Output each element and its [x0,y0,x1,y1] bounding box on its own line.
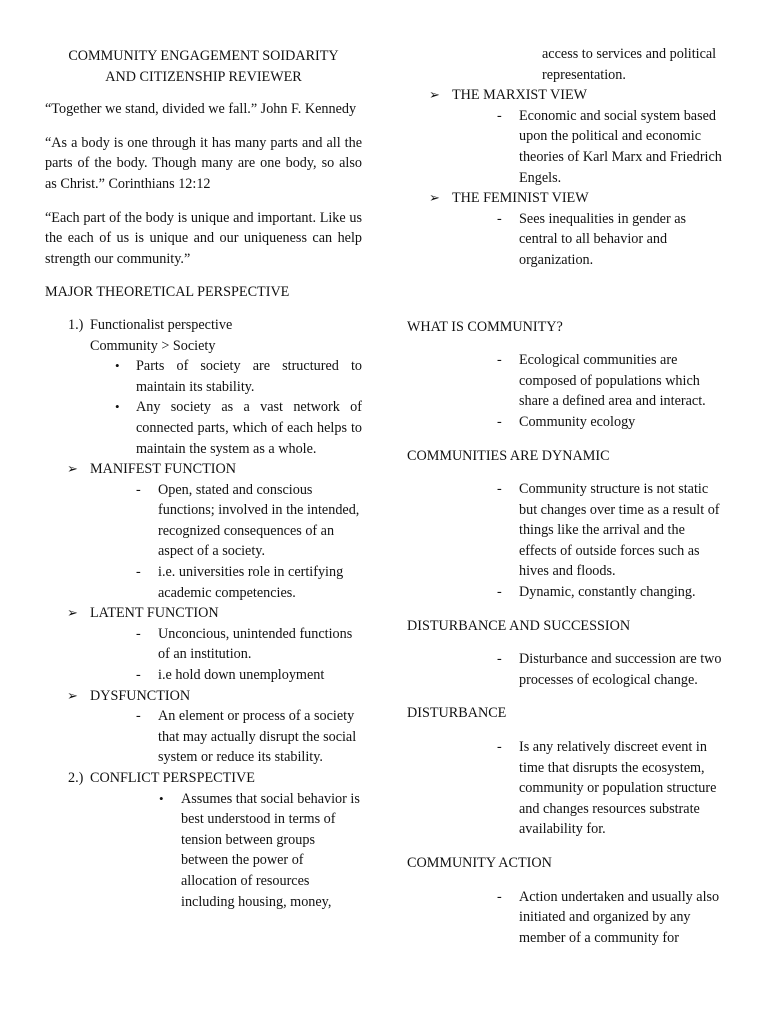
what-is-community-heading: WHAT IS COMMUNITY? [407,318,563,335]
document-title [45,46,362,87]
dash-marker: - [497,888,502,905]
list-item: - Sees inequalities in gender as central to all behavior and organization. [497,210,687,268]
list-item: - Action undertaken and usually also initiated and organized by any member of a community for [497,888,720,946]
list-item: - Community ecology [407,412,723,433]
dysfunction-heading: ➢ DYSFUNCTION [45,686,362,707]
major-perspective-heading: MAJOR THEORETICAL PERSPECTIVE [45,284,290,301]
dash-marker: - [497,107,502,124]
quote-kennedy: “Together we stand, divided we fall.” John F. Kennedy [45,101,357,118]
list-item: • Parts of society are structured to maintain its stability. [115,358,362,395]
dash-marker: - [136,667,141,684]
right-column [407,0,723,948]
functionalist-item [45,315,362,336]
list-item: - i.e. universities role in certifying academic competencies. [136,564,344,601]
dash-marker: - [497,739,502,756]
latent-function-heading: ➢ LATENT FUNCTION [45,603,362,624]
dash-marker: - [136,564,141,581]
arrow-marker: ➢ [67,687,78,703]
community-action-heading: COMMUNITY ACTION [407,855,552,871]
list-item: - Dynamic, constantly changing. [407,582,723,603]
arrow-marker: ➢ [429,87,440,103]
bullet-marker: • [115,358,120,374]
item-number: 1.) [68,316,84,333]
title-line-1: COMMUNITY ENGAGEMENT SOIDARITY [68,48,339,64]
list-item: • Any society as a vast network of connected parts, which of each helps to maintain the system as a whole. [115,399,362,457]
dash-marker: - [497,210,502,227]
dash-marker: - [136,481,141,498]
conflict-item [45,768,362,789]
bullet-marker: • [159,790,164,806]
arrow-marker: ➢ [67,461,78,477]
marxist-view-heading: ➢ THE MARXIST VIEW [407,85,723,106]
dash-marker: - [497,651,502,668]
quote-uniqueness: “Each part of the body is unique and important. Like us the each of us is unique and our uniqueness can help strength our community.” [45,209,362,267]
list-item: • Assumes that social behavior is best understood in terms of tension between groups between the power of allocation of resources including housing, money, [159,790,360,910]
list-item: - Open, stated and conscious functions; involved in the intended, recognized consequences of an aspect of a society. [136,481,360,560]
manifest-function-heading: ➢ MANIFEST FUNCTION [45,459,362,480]
list-item: - Community structure is not static but changes over time as a result of things like the arrival and the effects of outside forces such as hives and floods. [497,481,720,580]
list-item: - Is any relatively discreet event in time that disrupts the ecosystem, community or population structure and changes resources substrate availability for. [497,739,717,838]
conflict-continuation: access to services and political representation. [542,46,717,83]
item-label: CONFLICT PERSPECTIVE [90,770,255,786]
dash-marker: - [136,625,141,642]
list-item: - Economic and social system based upon the political and economic theories of Karl Marx and Friedrich Engels. [497,107,722,186]
quote-corinthians: “As a body is one through it has many parts and all the parts of the body. Though many are one body, so also as Christ.” Corinthians 12:12 [45,134,362,192]
disturbance-succession-heading: DISTURBANCE AND SUCCESSION [407,617,631,634]
item-label: Functionalist perspective [90,316,233,333]
left-column [45,0,362,912]
bullet-marker: • [115,399,120,415]
communities-dynamic-heading: COMMUNITIES ARE DYNAMIC [407,447,610,464]
list-item: - Unconcious, unintended functions of an institution. [136,625,353,663]
arrow-marker: ➢ [429,190,440,206]
list-item: - Disturbance and succession are two processes of ecological change. [497,651,722,688]
dash-marker: - [497,352,502,369]
functionalist-section [45,315,362,459]
arrow-marker: ➢ [67,605,78,621]
list-item: - An element or process of a society that may actually disrupt the social system or reduce its stability. [136,708,357,766]
item-number: 2.) [68,770,84,786]
dash-marker: - [136,708,141,725]
disturbance-heading: DISTURBANCE [407,705,507,722]
dash-marker: - [497,413,502,430]
feminist-view-heading: ➢ THE FEMINIST VIEW [407,188,723,209]
dash-marker: - [497,584,502,601]
dash-marker: - [497,481,502,498]
list-item: - Ecological communities are composed of populations which share a defined area and interact. [497,352,706,410]
functionalist-subtitle: Community > Society [90,337,216,354]
list-item: - i.e hold down unemployment [45,665,362,686]
title-line-2: AND CITIZENSHIP REVIEWER [105,68,302,85]
